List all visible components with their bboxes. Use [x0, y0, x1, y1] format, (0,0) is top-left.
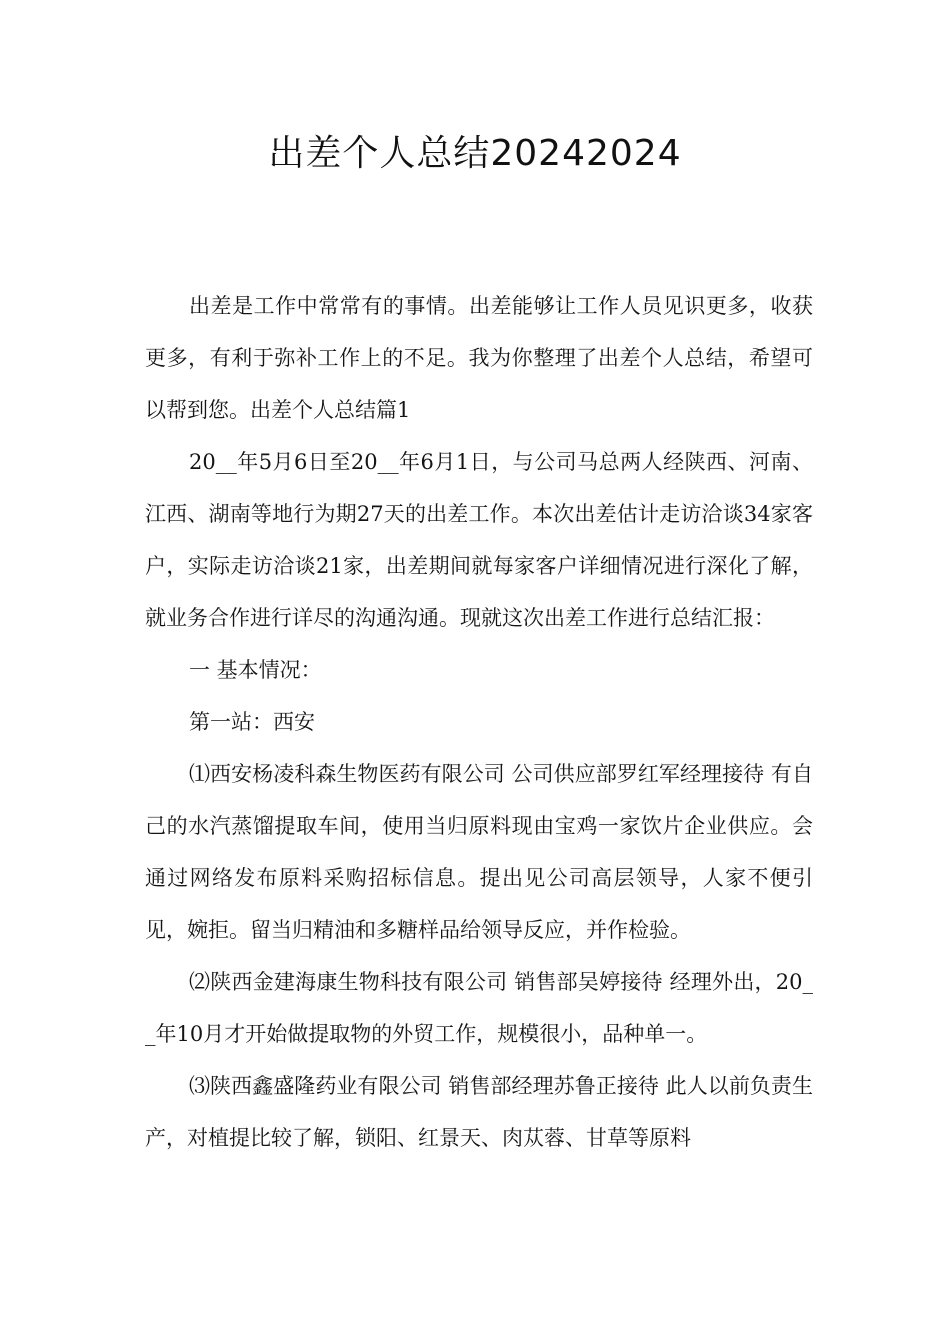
document-body — [145, 280, 813, 1164]
paragraph-trip-overview: 20__年5月6日至20__年6月1日，与公司马总两人经陕西、河南、江西、湖南等地行为期27天的出差工作。本次出差估计走访洽谈34家客户，实际走访洽谈21家，出差期间就每家客户详细情况进行深化了解，就业务合作进行详尽的沟通沟通。现就这次出差工作进行总结汇报： — [145, 450, 813, 630]
paragraph-item-3: ⑶陕西鑫盛隆药业有限公司 销售部经理苏鲁正接待 此人以前负责生产，对植提比较了解，锁阳、红景天、肉苁蓉、甘草等原料 — [145, 1074, 813, 1150]
section-heading-basic-info: 一 基本情况： — [189, 658, 322, 682]
paragraph-intro: 出差是工作中常常有的事情。出差能够让工作人员见识更多，收获更多，有利于弥补工作上的不足。我为你整理了出差个人总结，希望可以帮到您。出差个人总结篇1 — [145, 294, 813, 422]
paragraph-item-2: ⑵陕西金建海康生物科技有限公司 销售部吴婷接待 经理外出，20__年10月才开始做提取物的外贸工作，规模很小，品种单一。 — [145, 970, 813, 1046]
paragraph-item-1: ⑴西安杨凌科森生物医药有限公司 公司供应部罗红军经理接待 有自己的水汽蒸馏提取车间，使用当归原料现由宝鸡一家饮片企业供应。会通过网络发布原料采购招标信息。提出见公司高层领导，人家不便引见，婉拒。留当归精油和多糖样品给领导反应，并作检验。 — [145, 762, 813, 942]
document-title: 出差个人总结20242024 — [268, 133, 682, 174]
subheading-first-stop: 第一站：西安 — [189, 710, 315, 734]
